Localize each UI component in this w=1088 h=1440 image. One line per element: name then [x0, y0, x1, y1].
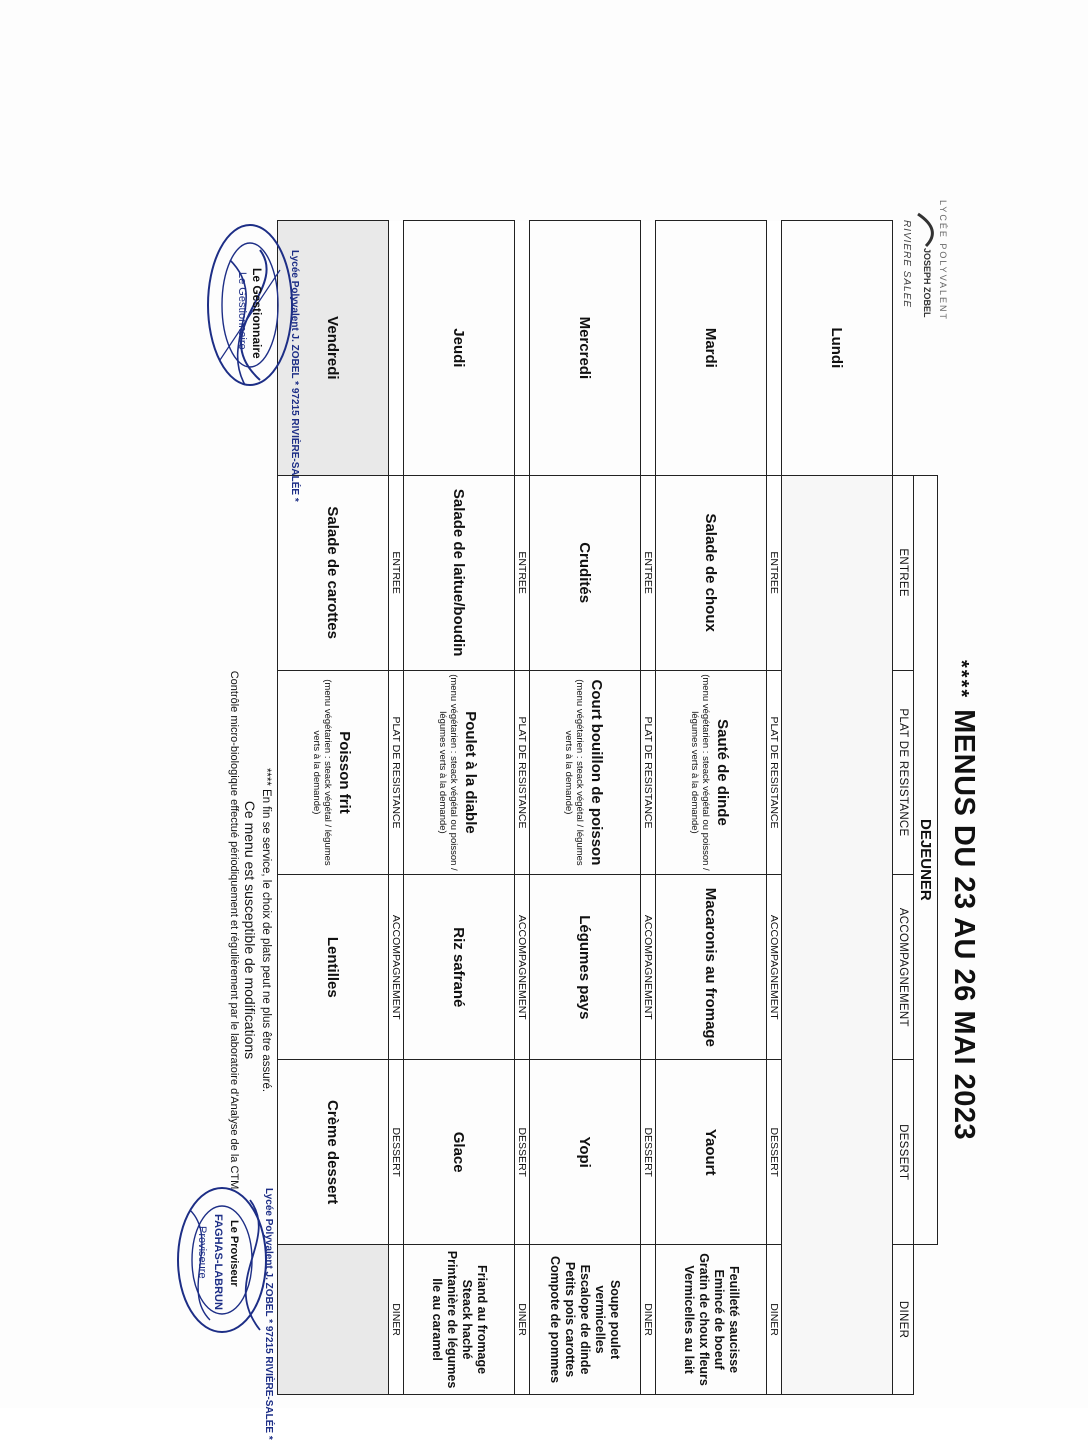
stamp-left-ring: Lycée Polyvalent J. ZOBEL * 97215 RIVIÈRE-SALÉE *: [289, 250, 300, 502]
mini-plat: PLAT DE RESISTANCE: [389, 670, 404, 875]
diner-item: Steack haché: [460, 1279, 474, 1360]
mini-diner: DINER: [515, 1245, 530, 1395]
day-name: Jeudi: [404, 221, 515, 476]
plat-note: (menu végétarien : steack végétal ou poisson / légumes verts à la demande): [437, 674, 460, 871]
accompagnement-cell: Légumes pays: [530, 875, 641, 1060]
title-stars: ****: [950, 660, 972, 700]
plat-note: (menu végétarien : steack végétal / légumes verts à la demande): [311, 679, 334, 866]
dejeuner-header: DEJEUNER: [914, 475, 938, 1244]
plat-note: (menu végétarien : steack végétal / légumes verts à la demande): [563, 679, 586, 866]
diner-item: Printanière de légumes: [445, 1250, 459, 1389]
col-dessert-header: DESSERT: [893, 1060, 914, 1245]
entree-cell: Salade de carottes: [278, 475, 389, 670]
footnote-line-1: **** En fin se service, le choix de plats peut ne plus être assuré.: [260, 767, 272, 1093]
mini-accompagnement: ACCOMPAGNEMENT: [767, 875, 782, 1060]
day-name: Mardi: [656, 221, 767, 476]
mini-blank: [641, 221, 656, 476]
empty-day-cell: [782, 475, 893, 1394]
mini-plat: PLAT DE RESISTANCE: [767, 670, 782, 875]
mini-dessert: DESSERT: [767, 1060, 782, 1245]
logo-town-text: RIVIERE SALEE: [901, 220, 912, 309]
mini-accompagnement: ACCOMPAGNEMENT: [641, 875, 656, 1060]
entree-cell: Salade de choux: [656, 475, 767, 670]
stamp-right-name: FAGHAS-LABRUN: [212, 1214, 224, 1310]
diner-item: Vermicelles au lait: [682, 1265, 696, 1374]
plat-text: Court bouillon de poisson: [588, 679, 606, 866]
mini-header-row: [641, 221, 656, 1395]
footnote-line-3: Contrôle micro-biologique effectué périodiquement et régulièrement par le laboratoire d'Analyse de la CTM: [228, 670, 240, 1190]
diner-item: Escalope de dinde: [578, 1264, 593, 1375]
plat-cell: [278, 670, 389, 875]
header-corner-right: [914, 1245, 938, 1395]
accompagnement-cell: Macaronis au fromage: [656, 875, 767, 1060]
col-diner-header: DINER: [893, 1245, 914, 1395]
col-plat-header: PLAT DE RESISTANCE: [893, 670, 914, 875]
table-header-row: [914, 221, 938, 1395]
mini-entree: ENTREE: [515, 475, 530, 670]
mini-diner: DINER: [389, 1245, 404, 1395]
header-corner: [914, 221, 938, 476]
diner-item: Feuilleté saucisse: [727, 1266, 741, 1374]
plat-text: Sauté de dinde: [714, 719, 732, 826]
diner-cell: [530, 1245, 641, 1395]
day-name: Vendredi: [278, 221, 389, 476]
dessert-cell: Glace: [404, 1060, 515, 1245]
mini-blank: [515, 221, 530, 476]
day-name: Mercredi: [530, 221, 641, 476]
stamp-left-sign: Le Gestionnaire: [236, 272, 248, 350]
table-row: [656, 221, 767, 1395]
mini-accompagnement: ACCOMPAGNEMENT: [389, 875, 404, 1060]
diner-item: Emincé de boeuf: [712, 1269, 726, 1370]
diner-item: Petits pois carottes: [563, 1261, 578, 1378]
mini-dessert: DESSERT: [515, 1060, 530, 1245]
table-row: [530, 221, 641, 1395]
diner-item: Friand au fromage: [475, 1265, 489, 1375]
mini-dessert: DESSERT: [389, 1060, 404, 1245]
plat-text: Poulet à la diable: [462, 711, 480, 834]
accompagnement-cell: Riz safrané: [404, 875, 515, 1060]
diner-cell-empty: [278, 1245, 389, 1395]
stamp-left-title: Le Gestionnaire: [250, 268, 264, 359]
mini-accompagnement: ACCOMPAGNEMENT: [515, 875, 530, 1060]
plat-cell: [656, 670, 767, 875]
col-entree-header: ENTREE: [893, 475, 914, 670]
plat-cell: [404, 670, 515, 875]
diner-item: Soupe poulet vermicelles: [593, 1279, 623, 1360]
plat-note: (menu végétarien : steack végétal ou poisson / légumes verts à la demande): [689, 674, 712, 871]
diner-cell: [404, 1245, 515, 1395]
logo-top-text: LYCÉE POLYVALENT: [938, 200, 948, 322]
day-name: Lundi: [782, 221, 893, 476]
col-accompagnement-header: ACCOMPAGNEMENT: [893, 875, 914, 1060]
mini-blank: [389, 221, 404, 476]
mini-plat: PLAT DE RESISTANCE: [515, 670, 530, 875]
footnote-line-2: Ce menu est susceptible de modifications: [242, 800, 258, 1060]
mini-dessert: DESSERT: [641, 1060, 656, 1245]
dessert-cell: Yopi: [530, 1060, 641, 1245]
table-row: [404, 221, 515, 1395]
plat-cell: [530, 670, 641, 875]
title-text: MENUS DU 23 AU 26 MAI 2023: [948, 709, 980, 1141]
entree-cell: Salade de laitue/boudin: [404, 475, 515, 670]
diner-item: Ile au caramel: [430, 1278, 444, 1361]
diner-item: Gratin de choux fleurs: [697, 1253, 711, 1386]
mini-entree: ENTREE: [767, 475, 782, 670]
stamp-right-sign: Proviseure: [196, 1226, 208, 1279]
header-corner-2: [893, 221, 914, 476]
mini-plat: PLAT DE RESISTANCE: [641, 670, 656, 875]
dessert-cell: Crème dessert: [278, 1060, 389, 1245]
dessert-cell: Yaourt: [656, 1060, 767, 1245]
mini-blank: [767, 221, 782, 476]
menu-document: [196, 100, 1000, 1440]
mini-header-row: [389, 221, 404, 1395]
stamp-right-title: Le Proviseur: [228, 1220, 240, 1287]
mini-diner: DINER: [767, 1245, 782, 1395]
plat-text: Poisson frit: [336, 731, 354, 814]
table-row: [782, 221, 893, 1395]
entree-cell: Crudités: [530, 475, 641, 670]
gestionnaire-stamp: [200, 210, 300, 502]
mini-diner: DINER: [641, 1245, 656, 1395]
mini-header-row: [515, 221, 530, 1395]
stamp-right-ring: Lycée Polyvalent J. ZOBEL * 97215 RIVIÈRE-SALÉE *: [263, 1188, 274, 1440]
diner-cell: [656, 1245, 767, 1395]
page-title: [947, 660, 980, 1140]
logo-name-text: JOSEPH ZOBEL: [922, 248, 932, 318]
footnotes: [228, 580, 272, 1280]
column-header-row: [893, 221, 914, 1395]
diner-item: Compote de pommes: [548, 1255, 563, 1384]
proviseur-stamp: [170, 1180, 280, 1440]
mini-header-row: [767, 221, 782, 1395]
mini-entree: ENTREE: [389, 475, 404, 670]
mini-entree: ENTREE: [641, 475, 656, 670]
menu-table: [277, 220, 938, 1395]
accompagnement-cell: Lentilles: [278, 875, 389, 1060]
